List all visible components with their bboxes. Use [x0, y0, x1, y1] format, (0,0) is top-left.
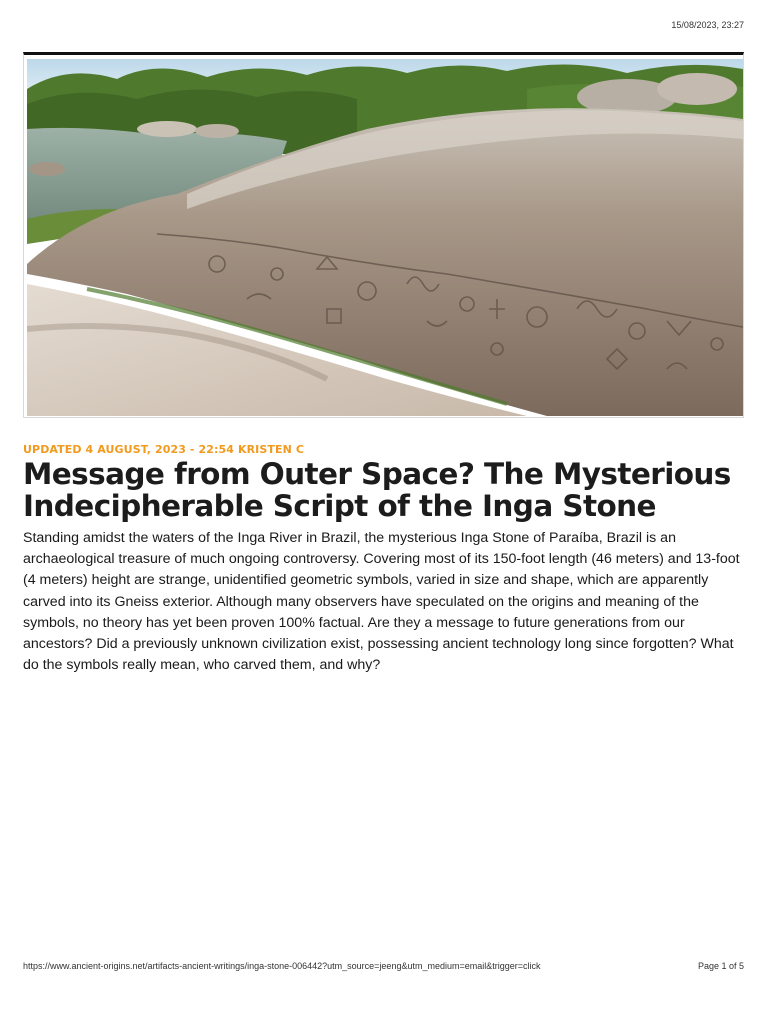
article-meta: UPDATED 4 AUGUST, 2023 - 22:54 KRISTEN C — [23, 443, 304, 456]
print-footer-page-number: Page 1 of 5 — [697, 961, 744, 971]
print-timestamp: 15/08/2023, 23:27 — [671, 20, 744, 30]
inga-stone-photo — [27, 59, 743, 416]
print-footer-url: https://www.ancient-origins.net/artifacts-ancient-writings/inga-stone-006442?utm_source=jeeng&utm_medium=email&trigger=click — [23, 961, 541, 971]
article-body: Standing amidst the waters of the Inga River in Brazil, the mysterious Inga Stone of Paraíba, Brazil is an archaeological treasure of much ongoing controversy. Covering most of its 150-foot length (46 meters) and 13-foot (4 meters) height are strange, unidentified geometric symbols, varied in size and shape, which are apparently carved into its Gneiss exterior. Although many observers have speculated on the origins and meaning of the symbols, no theory has yet been proven 100% factual. Are they a message to future generations from our ancestors? Did a previously unknown civilization exist, possessing ancient technology long since forgotten? What do the symbols really mean, who carved them, and why? — [23, 530, 740, 674]
article-title: Message from Outer Space? The Mysterious Indecipherable Script of the Inga Stone — [23, 457, 731, 523]
hero-image-frame — [23, 52, 744, 418]
